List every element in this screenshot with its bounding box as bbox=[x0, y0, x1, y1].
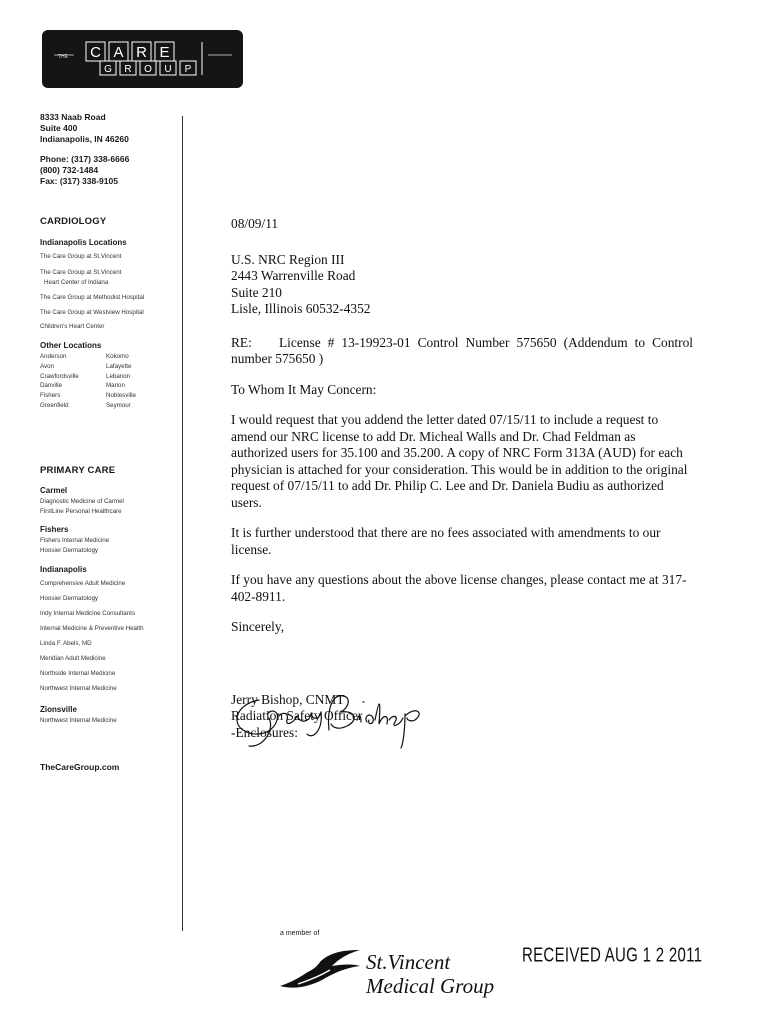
phone-line: (800) 732-1484 bbox=[40, 165, 99, 175]
re-line bbox=[231, 335, 693, 368]
cardiology-heading: CARDIOLOGY bbox=[40, 216, 107, 227]
location-item: The Care Group at Methodist Hospital bbox=[40, 294, 145, 301]
handwritten-signature bbox=[229, 690, 429, 752]
logo-letter-r2: R bbox=[124, 64, 132, 75]
sidebar-divider bbox=[182, 116, 183, 931]
letter-date: 08/09/11 bbox=[231, 216, 279, 231]
contact-block bbox=[40, 154, 180, 187]
enclosures: -Enclosures: bbox=[231, 724, 298, 740]
practice-item: Northwest Internal Medicine bbox=[40, 684, 117, 692]
location-item: The Care Group at St.Vincent bbox=[40, 253, 122, 260]
closing: Sincerely, bbox=[231, 619, 285, 634]
address-line: Indianapolis, IN 46260 bbox=[40, 134, 129, 144]
logo-the-text: THE bbox=[58, 54, 68, 60]
location-item: The Care Group at Westview Hospital bbox=[40, 309, 144, 316]
practice-item: Fishers Internal Medicine bbox=[40, 537, 110, 545]
st-vincent-medical-group-wordmark bbox=[366, 950, 494, 998]
practice-item: Comprehensive Adult Medicine bbox=[40, 579, 126, 587]
primary-care-heading: PRIMARY CARE bbox=[40, 464, 116, 476]
practice-item: Meridian Adult Medicine bbox=[40, 654, 106, 662]
letter-body bbox=[231, 216, 693, 741]
member-of-label: a member of bbox=[280, 930, 320, 937]
location-item: Heart Center of Indiana bbox=[44, 279, 109, 286]
address-line: Suite 400 bbox=[40, 123, 78, 133]
care-group-logo bbox=[42, 30, 243, 88]
logo-letter-o: O bbox=[144, 64, 152, 75]
website-text: TheCareGroup.com bbox=[40, 761, 120, 772]
care-group-logo-mark bbox=[42, 30, 243, 88]
signer-title: Radiation Safety Officer bbox=[231, 708, 363, 723]
other-locations-heading: Other Locations bbox=[40, 341, 102, 350]
letterhead-sidebar bbox=[40, 112, 180, 772]
signer-name: Jerry Bishop, CNMT bbox=[231, 691, 345, 707]
primary-care-group-name: Carmel bbox=[40, 485, 68, 495]
location-item: Lebanon bbox=[106, 372, 131, 380]
body-paragraph: If you have any questions about the above license changes, please contact me at 317-402-8911. bbox=[231, 572, 687, 604]
recipient-line: U.S. NRC Region III bbox=[231, 251, 345, 267]
practice-item: Northside Internal Medicine bbox=[40, 669, 116, 677]
recipient-line: Suite 210 bbox=[231, 284, 282, 300]
re-text: License # 13-19923-01 Control Number 575650 (Addendum to Control number 575650 ) bbox=[231, 334, 693, 366]
logo-letter-p: P bbox=[184, 64, 192, 75]
address-block bbox=[40, 112, 180, 145]
body-paragraph: It is further understood that there are no fees associated with amendments to our license. bbox=[231, 525, 661, 557]
recipient-line: Lisle, Illinois 60532-4352 bbox=[231, 301, 371, 316]
location-item: Seymour bbox=[106, 401, 131, 409]
practice-item: Hoosier Dermatology bbox=[40, 547, 99, 555]
location-item: Marion bbox=[106, 382, 125, 390]
practice-item: Diagnostic Medicine of Carmel bbox=[40, 497, 124, 505]
location-item: Lafayette bbox=[106, 362, 132, 370]
practice-item: Indy Internal Medicine Consultants bbox=[40, 609, 135, 617]
salutation: To Whom It May Concern: bbox=[231, 381, 377, 397]
svmg-line: Medical Group bbox=[366, 974, 495, 998]
logo-letter-g: G bbox=[104, 64, 112, 75]
location-item: Crawfordsville bbox=[40, 372, 79, 380]
location-item: Danville bbox=[40, 382, 63, 390]
location-item: The Care Group at St.Vincent bbox=[40, 269, 122, 276]
logo-letter-e: E bbox=[159, 44, 170, 61]
location-item: Noblesville bbox=[106, 392, 136, 400]
other-locations-grid bbox=[40, 352, 180, 411]
phone-line: Phone: (317) 338-6666 bbox=[40, 154, 130, 164]
practice-item: Linda F. Abels, MD bbox=[40, 639, 92, 647]
logo-letter-u: U bbox=[164, 64, 172, 75]
location-item: Avon bbox=[40, 362, 54, 370]
logo-letter-a: A bbox=[113, 44, 124, 61]
location-item: Children's Heart Center bbox=[40, 323, 105, 330]
address-line: 8333 Naab Road bbox=[40, 112, 106, 122]
location-item: Kokomo bbox=[106, 353, 129, 360]
received-stamp: RECEIVED AUG 1 2 2011 bbox=[522, 944, 703, 967]
primary-care-group-name: Zionsville bbox=[40, 704, 77, 714]
location-item: Fishers bbox=[40, 392, 61, 400]
logo-letter-r: R bbox=[136, 44, 147, 61]
svmg-line: St.Vincent bbox=[366, 950, 451, 974]
practice-item: Internal Medicine & Preventive Health bbox=[40, 624, 144, 632]
practice-item: Hoosier Dermatology bbox=[40, 594, 99, 602]
location-item: Anderson bbox=[40, 353, 67, 360]
logo-letter-c: C bbox=[90, 44, 101, 61]
practice-item: FirstLine Personal Healthcare bbox=[40, 507, 122, 515]
fax-line: Fax: (317) 338-9105 bbox=[40, 176, 118, 186]
body-paragraph: I would request that you addend the letter dated 07/15/11 to include a request to amend our NRC license to add Dr. Micheal Walls and Dr. Chad Feldman as authorized users for 35.100 and 35.200. A copy of NRC Form 313A (AUD) for each physician is attached for your consideration. This would be in addition to the original request of 07/15/11 to add Dr. Philip C. Lee and Dr. Daniela Budiu as authorized users. bbox=[231, 412, 688, 510]
indy-locations-heading: Indianapolis Locations bbox=[40, 238, 127, 247]
recipient-line: 2443 Warrenville Road bbox=[231, 268, 356, 283]
practice-item: Northwest Internal Medicine bbox=[40, 716, 117, 724]
re-label: RE: bbox=[231, 334, 252, 350]
st-vincent-dove-logo bbox=[278, 946, 362, 992]
primary-care-group-name: Indianapolis bbox=[40, 564, 87, 574]
primary-care-group-name: Fishers bbox=[40, 525, 69, 535]
location-item: Greenfield bbox=[40, 401, 69, 409]
